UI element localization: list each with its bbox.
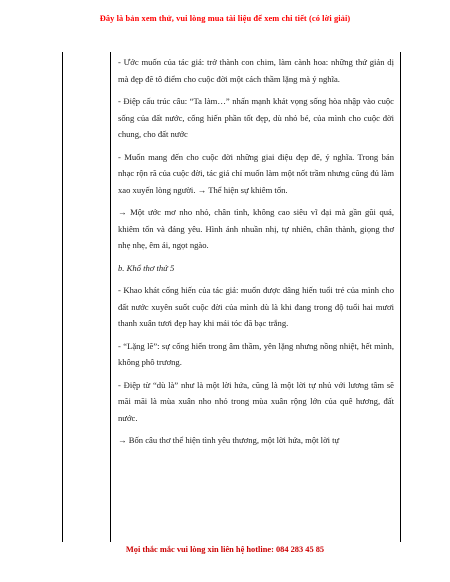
paragraph-promise: - Điệp từ “dù là” như là một lời hứa, cũng là một lời tự nhủ với lương tâm sẽ mãi mãi là mùa xuân nho nhỏ trong mùa xuân rộng lớn của quê hương, đất nước. (118, 379, 394, 423)
paragraph-wish: - Ước muốn của tác giả: trở thành con chim, làm cành hoa: những thứ giản dị mà đẹp đẽ tô điểm cho cuộc đời một cách thầm lặng mà ý nghĩa. (118, 57, 394, 84)
content-table (62, 52, 401, 542)
paragraph-devotion: - Khao khát cống hiến của tác giả: muốn được dâng hiến tuổi trẻ của mình cho đất nước xuyên suốt cuộc đời của mình dù là khi đang trong độ tuổi hai mươi thanh xuân tươi đẹp hay khi mái tóc đã bạc trắng. (118, 285, 394, 328)
paragraph-final: → Bốn câu thơ thể hiện tình yêu thương, một lời hứa, một lời tự (118, 435, 340, 445)
paragraph-quiet: - “Lặng lẽ”: sự cống hiến trong âm thầm, yên lặng nhưng nồng nhiệt, hết mình, không phô trương. (118, 340, 394, 367)
column-divider (110, 52, 111, 542)
section-heading: b. Khổ thơ thứ 5 (118, 262, 175, 273)
paragraph-melody: - Muốn mang đến cho cuộc đời những giai điệu đẹp đẽ, ý nghĩa. Trong bản nhạc rộn rã của cuộc đời, tác giả chỉ muốn làm một nốt trầm nhưng cũng đủ làm xao xuyến lòng người. → Thể hiện sự khiêm tốn. (118, 151, 395, 195)
paragraph-repetition: - Điệp cấu trúc câu: “Ta làm…” nhấn mạnh khát vọng sống hòa nhập vào cuộc sống của đất nước, cống hiến phần tốt đẹp, dù nhỏ bé, của mình cho cuộc đời chung, cho đất nước (118, 96, 394, 139)
hotline-footer: Mọi thắc mắc vui lòng xin liên hệ hotline: 084 283 45 85 (125, 545, 325, 554)
paragraph-conclusion: → Một ước mơ nho nhỏ, chân tình, không cao siêu vĩ đại mà gần gũi quá, khiêm tốn và đáng yêu. Hình ảnh nhuần nhị, tự nhiên, chân thành, giọng thơ nhẹ nhẹ, êm ái, ngọt ngào. (118, 207, 394, 250)
preview-banner: Đây là bản xem thử, vui lòng mua tài liệu để xem chi tiết (có lời giải) (99, 14, 351, 23)
content-cell (118, 54, 394, 455)
